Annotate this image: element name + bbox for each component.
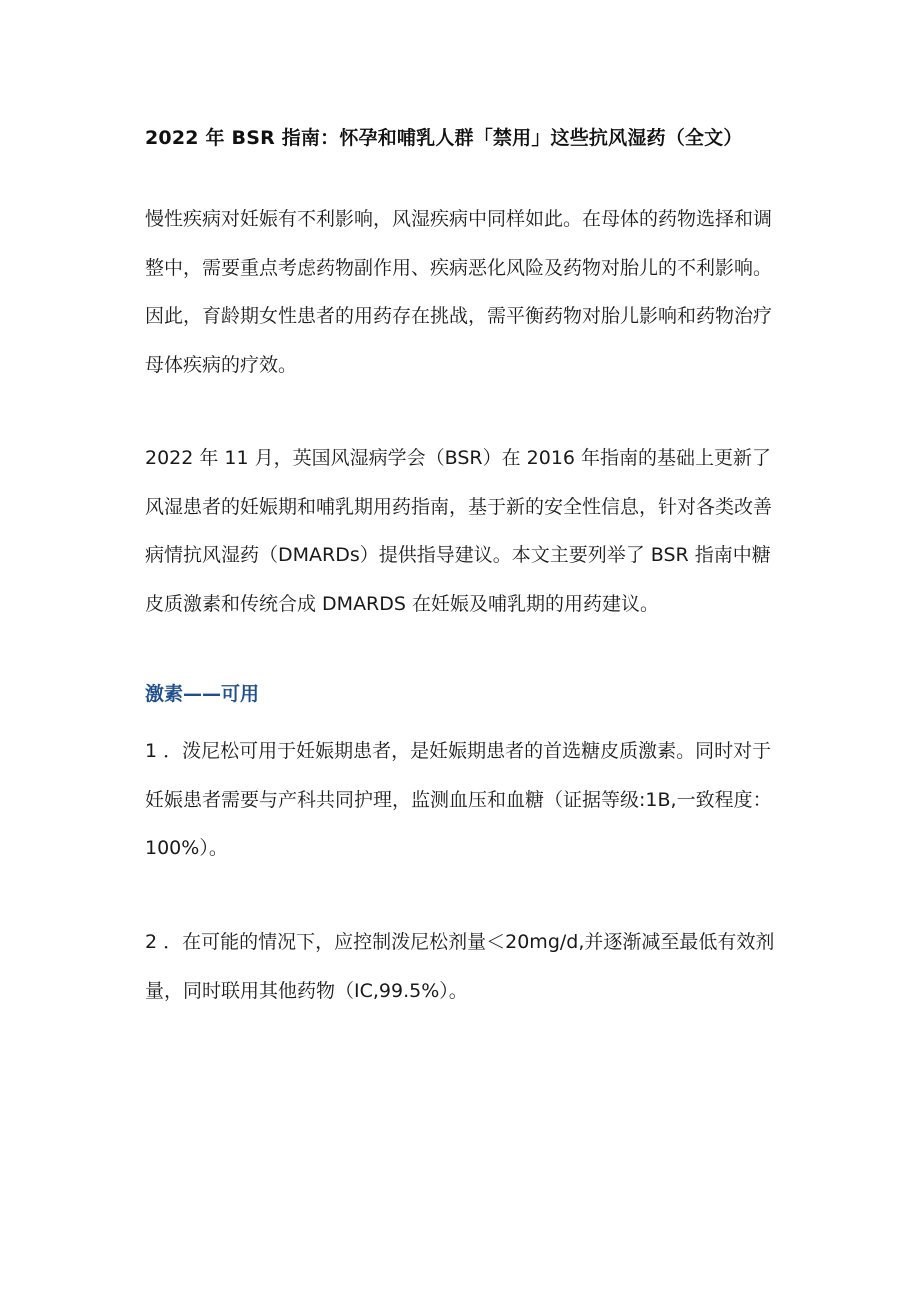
recommendation-item-2: 2 ．在可能的情况下，应控制泼尼松剂量＜20mg/d,并逐渐减至最低有效剂量，同时联用其他药物（IC,99.5%）。: [145, 931, 775, 1002]
intro-paragraph: 慢性疾病对妊娠有不利影响，风湿疾病中同样如此。在母体的药物选择和调整中，需要重点考虑药物副作用、疾病恶化风险及药物对胎儿的不利影响。因此，育龄期女性患者的用药存在挑战，需平衡药物对胎儿影响和药物治疗母体疾病的疗效。: [145, 208, 773, 376]
recommendation-item-1: 1 ．泼尼松可用于妊娠期患者，是妊娠期患者的首选糖皮质激素。同时对于妊娠患者需要与产科共同护理，监测血压和血糖（证据等级:1B,一致程度：100%）。: [145, 740, 772, 859]
section-heading: 激素——可用: [145, 683, 260, 705]
document-title: 2022 年 BSR 指南：怀孕和哺乳人群「禁用」这些抗风湿药（全文）: [145, 127, 743, 149]
background-paragraph: 2022 年 11 月，英国风湿病学会（BSR）在 2016 年指南的基础上更新了风湿患者的妊娠期和哺乳期用药指南，基于新的安全性信息，针对各类改善病情抗风湿药（DMARDs）提供指导建议。本文主要列举了 BSR 指南中糖皮质激素和传统合成 DMARDS 在妊娠及哺乳期的用药建议。: [145, 447, 773, 615]
